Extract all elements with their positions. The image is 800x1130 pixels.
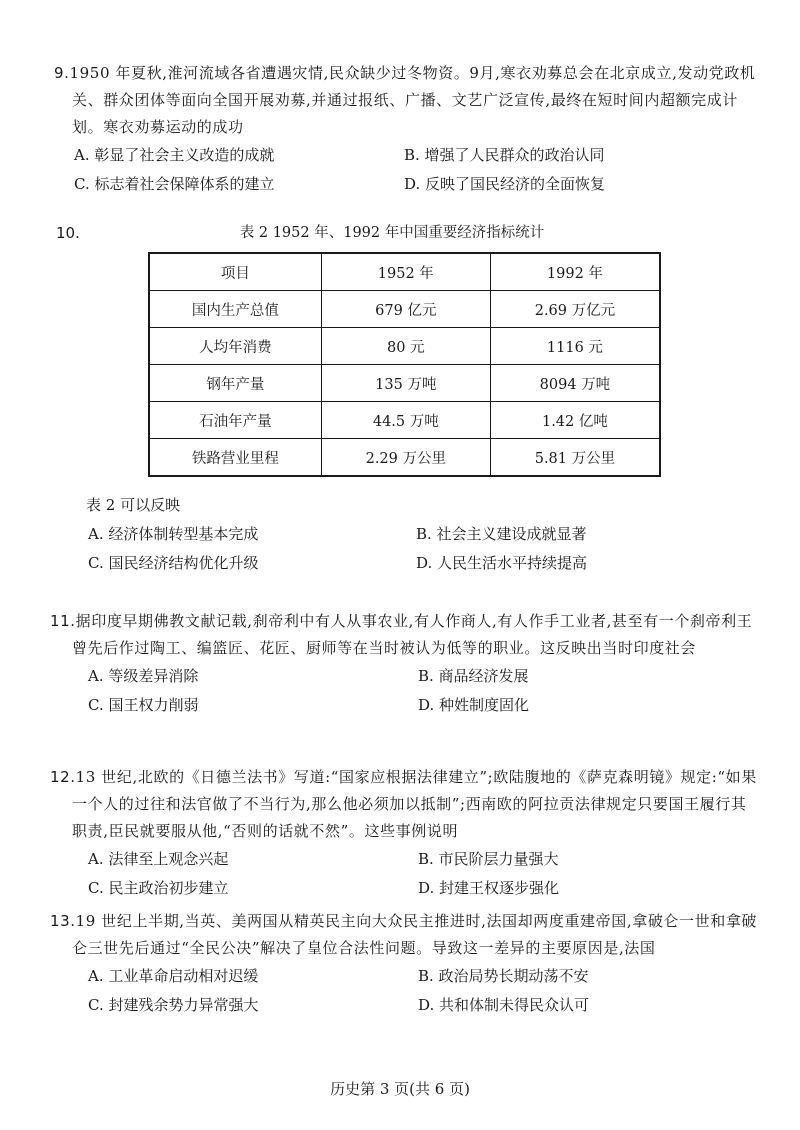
data-table [148,252,661,477]
question-9-stem: 9.1950 年夏秋,淮河流域各省遭遇灾情,民众缺少过冬物资。9月,寒衣劝募总会在北京成立,发动党政机关、群众团体等面向全国开展劝募,并通过报纸、广播、文艺广泛宣传,最终在短时间内超额完成计划。寒衣劝募运动的成功 [54,64,756,136]
option-d: D. 封建王权逐步强化 [418,879,560,897]
question-number: 9. [54,64,70,82]
question-10-options [86,520,762,578]
table-cell: 44.5 万吨 [321,402,490,439]
table-cell: 1116 元 [490,328,660,365]
table-cell: 石油年产量 [149,402,321,439]
question-12-options [72,845,762,903]
economic-table [148,252,661,477]
question-12 [50,764,762,903]
table-cell: 人均年消费 [149,328,321,365]
question-number: 13. [50,912,76,930]
option-d: D. 共和体制未得民众认可 [418,996,590,1014]
question-9 [54,60,762,199]
table-cell: 1.42 亿吨 [490,402,660,439]
question-11-stem: 11.据印度早期佛教文献记载,刹帝利中有人从事农业,有人作商人,有人作手工业者,甚至有一个刹帝利王曾先后作过陶工、编篮匠、花匠、厨师等在当时被认为低等的职业。这反映出当时印度社会 [50,612,753,657]
table-cell: 80 元 [321,328,490,365]
page-footer: 历史第 3 页(共 6 页) [330,1080,470,1098]
question-number: 10. [56,224,80,242]
option-c: C. 封建残余势力异常强大 [88,996,259,1014]
question-9-options [72,141,762,199]
table-cell: 2.29 万公里 [321,439,490,477]
option-c: C. 民主政治初步建立 [88,879,229,897]
question-13 [50,908,762,1020]
question-12-stem: 12.13 世纪,北欧的《日德兰法书》写道:“国家应根据法律建立”;欧陆腹地的《萨克森明镜》规定:“如果一个人的过往和法官做了不当行为,那么他必须加以抵制”;西南欧的阿拉贡法律规定只要国王履行其职责,臣民就要服从他,“否则的话就不然”。这些事例说明 [50,768,757,840]
table-header: 项目 [149,253,321,291]
table-cell: 679 亿元 [321,291,490,328]
question-10-stem: 表 2 可以反映 [86,496,181,514]
option-c: C. 国王权力削弱 [88,696,199,714]
option-d: D. 种姓制度固化 [418,696,530,714]
table-cell: 钢年产量 [149,365,321,402]
question-10 [86,490,762,578]
table-header: 1992 年 [490,253,660,291]
option-c: C. 国民经济结构优化升级 [88,554,259,572]
question-10-caption [56,220,762,246]
table-caption: 表 2 1952 年、1992 年中国重要经济指标统计 [239,225,545,241]
table-cell: 铁路营业里程 [149,439,321,477]
table-cell: 国内生产总值 [149,291,321,328]
option-d: D. 人民生活水平持续提高 [416,554,588,572]
table-cell: 135 万吨 [321,365,490,402]
option-b: B. 政治局势长期动荡不安 [418,967,589,985]
option-b: B. 增强了人民群众的政治认同 [404,146,605,164]
option-a: A. 法律至上观念兴起 [88,850,229,868]
table-cell: 8094 万吨 [490,365,660,402]
question-13-stem: 13.19 世纪上半期,当英、美两国从精英民主向大众民主推进时,法国却两度重建帝国,拿破仑一世和拿破仑三世先后通过“全民公决”解决了皇位合法性问题。导致这一差异的主要原因是,法国 [50,912,758,957]
option-b: B. 市民阶层力量强大 [418,850,559,868]
question-11 [50,608,762,720]
table-row [149,291,660,328]
table-cell: 2.69 万亿元 [490,291,660,328]
question-11-options [72,662,762,720]
question-number: 11. [50,612,76,630]
table-cell: 5.81 万公里 [490,439,660,477]
option-a: A. 工业革命启动相对迟缓 [88,967,259,985]
table-row [149,365,660,402]
table-row [149,328,660,365]
question-13-options [72,962,762,1020]
option-a: A. 等级差异消除 [88,667,199,685]
question-number: 12. [50,768,76,786]
option-d: D. 反映了国民经济的全面恢复 [404,175,606,193]
option-a: A. 彰显了社会主义改造的成就 [74,146,275,164]
option-b: B. 商品经济发展 [418,667,529,685]
table-row [149,439,660,477]
option-a: A. 经济体制转型基本完成 [88,525,259,543]
table-row [149,402,660,439]
option-c: C. 标志着社会保障体系的建立 [74,175,275,193]
option-b: B. 社会主义建设成就显著 [416,525,587,543]
table-header-row [149,253,660,291]
table-header: 1952 年 [321,253,490,291]
